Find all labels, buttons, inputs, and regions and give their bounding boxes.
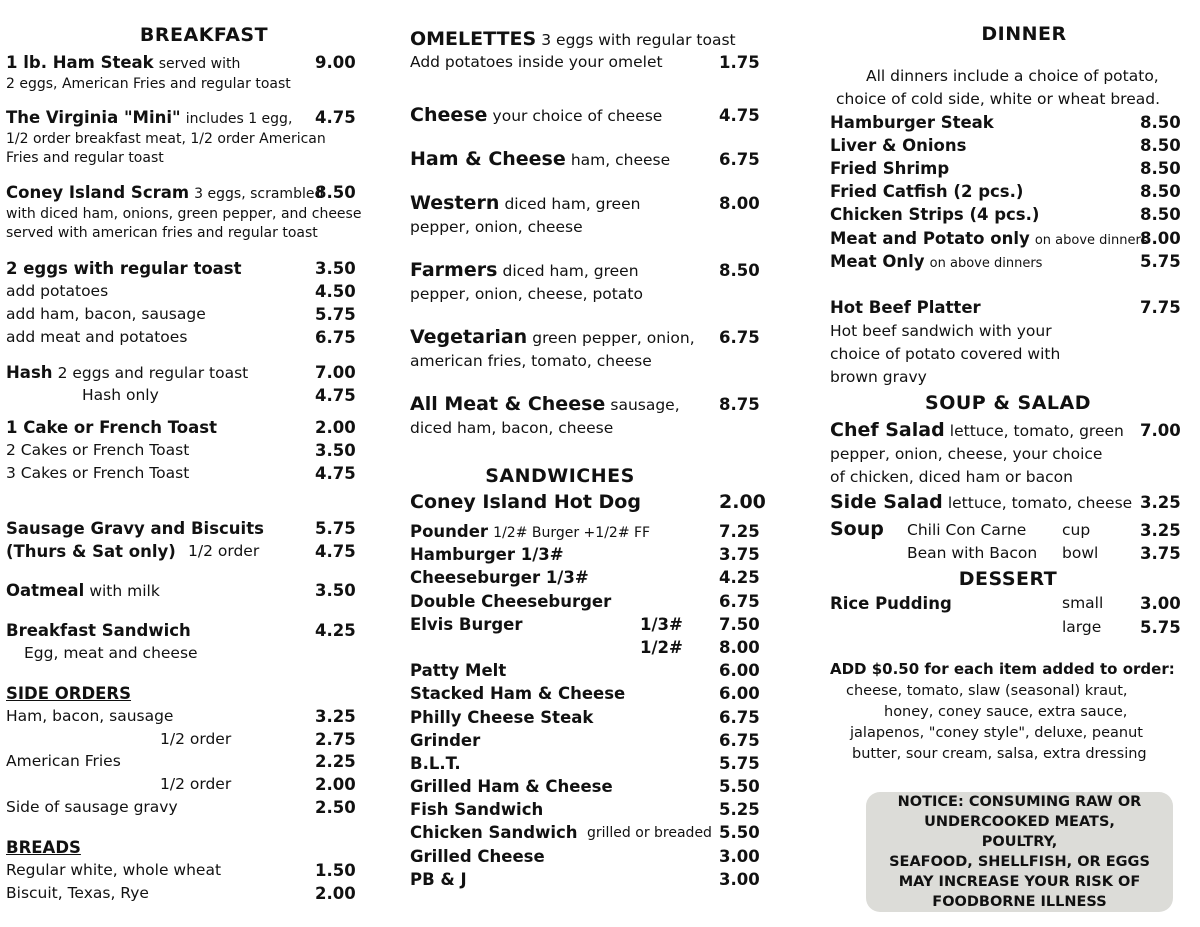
item-name: add potatoes xyxy=(6,282,109,300)
item-price: 5.75 xyxy=(315,305,356,324)
item-desc: brown gravy xyxy=(830,368,927,386)
addons-line: honey, coney sauce, extra sauce, xyxy=(884,704,1128,720)
notice-line: SEAFOOD, SHELLFISH, OR EGGS xyxy=(889,854,1150,870)
omelet-item-ham-cheese xyxy=(410,148,670,170)
item-price: 8.00 xyxy=(1140,229,1181,248)
sandwiches-heading: SANDWICHES xyxy=(485,465,635,487)
notice-line: NOTICE: CONSUMING RAW OR xyxy=(897,794,1142,810)
item-price: 5.75 xyxy=(315,519,356,538)
menu-item-hash xyxy=(6,363,248,382)
item-price: 4.75 xyxy=(719,106,760,125)
item-desc: with milk xyxy=(89,582,160,600)
item-name: Stacked Ham & Cheese xyxy=(410,684,626,703)
item-name: Breakfast Sandwich xyxy=(6,621,191,640)
item-name: Grilled Ham & Cheese xyxy=(410,777,613,796)
item-name: Hash only xyxy=(82,386,159,404)
item-price: 2.00 xyxy=(315,884,356,903)
item-desc: pepper, onion, cheese xyxy=(410,218,583,236)
item-price: 1.75 xyxy=(719,53,760,72)
menu-item-ham-steak xyxy=(6,53,240,72)
item-name: Soup xyxy=(830,518,884,540)
soup-salad-heading: SOUP & SALAD xyxy=(925,392,1091,414)
item-name: Elvis Burger xyxy=(410,615,523,634)
item-price: 5.75 xyxy=(1140,618,1181,637)
item-desc: of chicken, diced ham or bacon xyxy=(830,468,1073,486)
item-name: 1/2 order xyxy=(160,730,232,748)
item-price: 5.50 xyxy=(719,777,760,796)
item-price: 8.50 xyxy=(1140,136,1181,155)
item-price: 3.25 xyxy=(1140,493,1181,512)
item-desc: 1/2 order breakfast meat, 1/2 order American xyxy=(6,131,326,147)
item-price: 2.75 xyxy=(315,730,356,749)
item-name: Fried Catfish (2 pcs.) xyxy=(830,182,1024,201)
item-price: 3.25 xyxy=(1140,521,1181,540)
item-price: 6.75 xyxy=(719,708,760,727)
item-price: 4.75 xyxy=(315,386,356,405)
dessert-size: small xyxy=(1062,594,1104,612)
item-price: 2.25 xyxy=(315,752,356,771)
omelettes-heading xyxy=(410,28,736,50)
item-name: The Virginia "Mini" xyxy=(6,108,181,127)
soup-option: Chili Con Carne xyxy=(907,521,1027,539)
item-name: Chef Salad xyxy=(830,419,945,441)
item-name: add ham, bacon, sausage xyxy=(6,305,206,323)
item-name: Liver & Onions xyxy=(830,136,967,155)
item-desc: Hot beef sandwich with your xyxy=(830,322,1052,340)
item-name: 1/2 order xyxy=(188,542,260,560)
item-desc: served with american fries and regular toast xyxy=(6,225,318,241)
item-price: 7.00 xyxy=(315,363,356,382)
notice-line: FOODBORNE ILLNESS xyxy=(932,894,1107,910)
item-desc: 2 eggs and regular toast xyxy=(57,364,249,382)
notice-line: MAY INCREASE YOUR RISK OF xyxy=(898,874,1141,890)
item-size: 1/3# xyxy=(640,615,683,634)
item-name: add meat and potatoes xyxy=(6,328,188,346)
item-name: Grilled Cheese xyxy=(410,847,545,866)
item-price: 3.25 xyxy=(315,707,356,726)
item-desc: pepper, onion, cheese, your choice xyxy=(830,445,1103,463)
item-name: Cheese xyxy=(410,104,488,126)
item-name: Hash xyxy=(6,363,53,382)
addons-line: cheese, tomato, slaw (seasonal) kraut, xyxy=(846,683,1128,699)
item-name: Coney Island Hot Dog xyxy=(410,491,641,513)
item-desc: sausage, xyxy=(610,396,680,414)
item-price: 3.50 xyxy=(315,259,356,278)
item-price: 3.00 xyxy=(1140,594,1181,613)
menu-item-oatmeal xyxy=(6,581,160,600)
item-price: 6.00 xyxy=(719,661,760,680)
addons-line: jalapenos, "coney style", deluxe, peanut xyxy=(850,725,1143,741)
item-price: 4.50 xyxy=(315,282,356,301)
dinner-item-meat-only xyxy=(830,252,1042,271)
item-price: 8.50 xyxy=(1140,159,1181,178)
sandwich-item-pounder xyxy=(410,522,650,541)
item-name: Oatmeal xyxy=(6,581,85,600)
item-price: 4.75 xyxy=(315,542,356,561)
item-price: 3.50 xyxy=(315,581,356,600)
item-desc: on above dinners xyxy=(929,256,1043,271)
item-price: 8.00 xyxy=(719,638,760,657)
menu-item-virginia-mini xyxy=(6,108,292,127)
item-price: 2.50 xyxy=(315,798,356,817)
item-price: 6.75 xyxy=(719,731,760,750)
item-price: 3.75 xyxy=(719,545,760,564)
item-name: Farmers xyxy=(410,259,498,281)
item-desc: Fries and regular toast xyxy=(6,150,164,166)
item-price: 8.50 xyxy=(1140,113,1181,132)
soup-size: bowl xyxy=(1062,544,1099,562)
item-price: 2.00 xyxy=(315,418,356,437)
item-desc: diced ham, bacon, cheese xyxy=(410,419,614,437)
dinner-item-meat-potato xyxy=(830,229,1148,248)
item-price: 5.75 xyxy=(1140,252,1181,271)
item-price: 3.00 xyxy=(719,847,760,866)
item-price: 5.25 xyxy=(719,800,760,819)
item-name: 1 lb. Ham Steak xyxy=(6,53,154,72)
item-name: B.L.T. xyxy=(410,754,461,773)
omelet-item-vegetarian xyxy=(410,326,695,348)
item-name: Regular white, whole wheat xyxy=(6,861,222,879)
item-price: 6.75 xyxy=(315,328,356,347)
dinner-intro: choice of cold side, white or wheat bread. xyxy=(836,90,1161,108)
item-name: Fish Sandwich xyxy=(410,800,544,819)
section-title: OMELETTES xyxy=(410,28,537,50)
dessert-heading: DESSERT xyxy=(958,568,1058,590)
item-note: (Thurs & Sat only) xyxy=(6,542,176,561)
item-name: Hot Beef Platter xyxy=(830,298,981,317)
item-price: 7.00 xyxy=(1140,421,1181,440)
item-name: Sausage Gravy and Biscuits xyxy=(6,519,264,538)
item-price: 9.00 xyxy=(315,53,356,72)
item-name: Chicken Sandwich xyxy=(410,823,578,842)
item-desc: lettuce, tomato, green xyxy=(949,422,1124,440)
item-name: Fried Shrimp xyxy=(830,159,950,178)
dinner-intro: All dinners include a choice of potato, xyxy=(866,67,1159,85)
item-name: PB & J xyxy=(410,870,467,889)
item-desc: 2 eggs, American Fries and regular toast xyxy=(6,76,291,92)
item-desc: lettuce, tomato, cheese xyxy=(947,494,1133,512)
addons-line: butter, sour cream, salsa, extra dressing xyxy=(852,746,1147,762)
item-desc: served with xyxy=(158,56,241,72)
dinner-heading: DINNER xyxy=(981,23,1067,45)
item-price: 4.25 xyxy=(315,621,356,640)
item-desc: choice of potato covered with xyxy=(830,345,1061,363)
item-name: Meat and Potato only xyxy=(830,229,1030,248)
item-desc: american fries, tomato, cheese xyxy=(410,352,652,370)
item-name: Hamburger 1/3# xyxy=(410,545,564,564)
item-desc: 3 eggs, scrambled xyxy=(194,186,324,202)
item-price: 3.75 xyxy=(1140,544,1181,563)
item-name: Side Salad xyxy=(830,491,943,513)
item-price: 3.50 xyxy=(315,441,356,460)
item-name: Ham & Cheese xyxy=(410,148,566,170)
notice-text xyxy=(885,792,1155,912)
item-desc: your choice of cheese xyxy=(492,107,663,125)
notice-line: UNDERCOOKED MEATS, POULTRY, xyxy=(924,814,1115,850)
item-size: 1/2# xyxy=(640,638,683,657)
item-price: 8.50 xyxy=(1140,205,1181,224)
breakfast-heading: BREAKFAST xyxy=(139,24,269,46)
item-name: Grinder xyxy=(410,731,481,750)
soup-option: Bean with Bacon xyxy=(907,544,1038,562)
item-price: 6.00 xyxy=(719,684,760,703)
section-subtitle: 3 eggs with regular toast xyxy=(541,31,736,49)
item-price: 8.50 xyxy=(315,183,356,202)
omelet-item-farmers xyxy=(410,259,639,281)
item-name: Vegetarian xyxy=(410,326,528,348)
item-desc: grilled or breaded xyxy=(587,825,712,841)
item-price: 5.75 xyxy=(719,754,760,773)
item-name: American Fries xyxy=(6,752,121,770)
item-price: 3.00 xyxy=(719,870,760,889)
item-price: 8.00 xyxy=(719,194,760,213)
side-orders-heading: SIDE ORDERS xyxy=(6,684,132,703)
item-price: 4.75 xyxy=(315,108,356,127)
item-price: 6.75 xyxy=(719,328,760,347)
omelet-addon: Add potatoes inside your omelet xyxy=(410,53,663,71)
dessert-size: large xyxy=(1062,618,1102,636)
item-name: Chicken Strips (4 pcs.) xyxy=(830,205,1040,224)
item-price: 4.25 xyxy=(719,568,760,587)
item-name: Biscuit, Texas, Rye xyxy=(6,884,149,902)
addons-heading: ADD $0.50 for each item added to order: xyxy=(830,660,1175,678)
item-price: 6.75 xyxy=(719,592,760,611)
item-price: 8.50 xyxy=(719,261,760,280)
soup-size: cup xyxy=(1062,521,1091,539)
item-price: 6.75 xyxy=(719,150,760,169)
item-price: 4.75 xyxy=(315,464,356,483)
item-desc: ham, cheese xyxy=(570,151,671,169)
item-name: Pounder xyxy=(410,522,489,541)
item-desc: includes 1 egg, xyxy=(185,111,293,127)
item-name: 3 Cakes or French Toast xyxy=(6,464,190,482)
item-desc: green pepper, onion, xyxy=(532,329,695,347)
item-name: 2 eggs with regular toast xyxy=(6,259,242,278)
menu-item-coney-scram xyxy=(6,183,323,202)
omelet-item-western xyxy=(410,192,640,214)
item-desc: diced ham, green xyxy=(504,195,641,213)
item-price: 2.00 xyxy=(719,491,766,513)
item-desc: with diced ham, onions, green pepper, and cheese xyxy=(6,206,362,222)
item-name: Western xyxy=(410,192,500,214)
item-price: 8.75 xyxy=(719,395,760,414)
item-name: Coney Island Scram xyxy=(6,183,190,202)
item-desc: Egg, meat and cheese xyxy=(24,644,198,662)
omelet-item-all-meat xyxy=(410,393,680,415)
item-price: 7.50 xyxy=(719,615,760,634)
item-desc: 1/2# Burger +1/2# FF xyxy=(493,525,651,541)
item-price: 7.25 xyxy=(719,522,760,541)
item-name: Patty Melt xyxy=(410,661,507,680)
food-safety-notice xyxy=(866,792,1173,912)
item-name: Meat Only xyxy=(830,252,925,271)
item-name: Ham, bacon, sausage xyxy=(6,707,174,725)
item-desc: on above dinners xyxy=(1034,233,1148,248)
item-name: Double Cheeseburger xyxy=(410,592,612,611)
item-desc: pepper, onion, cheese, potato xyxy=(410,285,643,303)
item-price: 1.50 xyxy=(315,861,356,880)
item-price: 5.50 xyxy=(719,823,760,842)
omelet-item-cheese xyxy=(410,104,662,126)
item-name: Cheeseburger 1/3# xyxy=(410,568,589,587)
item-name: Hamburger Steak xyxy=(830,113,994,132)
item-name: 1 Cake or French Toast xyxy=(6,418,217,437)
item-name: Rice Pudding xyxy=(830,594,952,613)
item-price: 8.50 xyxy=(1140,182,1181,201)
salad-item-chef xyxy=(830,419,1124,441)
item-name: 2 Cakes or French Toast xyxy=(6,441,190,459)
item-price: 2.00 xyxy=(315,775,356,794)
item-desc: diced ham, green xyxy=(502,262,639,280)
item-name: All Meat & Cheese xyxy=(410,393,606,415)
item-name: Philly Cheese Steak xyxy=(410,708,594,727)
item-name: 1/2 order xyxy=(160,775,232,793)
breads-heading: BREADS xyxy=(6,838,81,857)
item-name: Side of sausage gravy xyxy=(6,798,178,816)
salad-item-side xyxy=(830,491,1132,513)
item-price: 7.75 xyxy=(1140,298,1181,317)
